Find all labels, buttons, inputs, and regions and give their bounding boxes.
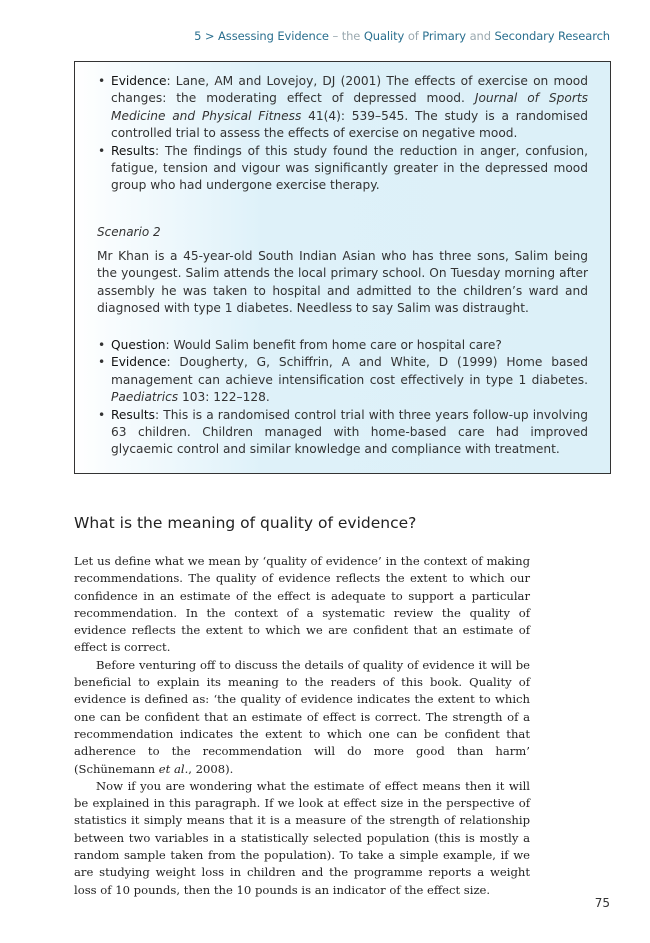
paragraph-2-text: Before venturing off to discuss the details of quality of evidence it will be beneficial to explain its meaning to the readers of this book. Quality of evidence is defined as: ‘the quality of evidence indicates the extent to which one can be confident that an estimate of effect is correct. The strength of a recommendation indicates the extent to which one can be confident that adherence to the recommendation will do more good than harm’ (Schünemann — [74, 657, 530, 776]
citation-etal: et al. — [158, 761, 189, 776]
chapter-number: 5 — [194, 29, 202, 43]
item-label: Question — [111, 338, 166, 352]
page-number: 75 — [594, 896, 610, 910]
section-heading: What is the meaning of quality of evidence? — [74, 514, 417, 532]
item-text: 41(4): 539–545. The study is a randomised controlled trial to assess the effects of exercise on negative mood. — [111, 108, 589, 141]
scenario2-text: Mr Khan is a 45-year-old South Indian Asian who has three sons, Salim being the youngest. Salim attends the local primary school. On Tuesday morning after assembly he was taken to hospital and admitted to the children’s ward and diagnosed with type 1 diabetes. Needless to say Salim was distraught. — [97, 249, 588, 316]
title-quality: Quality — [363, 29, 405, 43]
paragraph-1: Let us define what we mean by ‘quality of evidence’ in the context of making recommendations. The quality of evidence reflects the extent to which our confidence in an estimate of the effect is adequate to support a particular recommendation. In the context of a systematic review the quality of evidence reflects the extent to which we are confident that an estimate of effect is correct. — [74, 554, 530, 655]
item-label: Evidence — [111, 74, 167, 88]
title-of: of — [407, 29, 419, 43]
item-text: 103: 122–128. — [178, 390, 270, 405]
scenario2-list — [97, 337, 588, 459]
paragraph-2-end: , 2008). — [188, 761, 234, 776]
chapter-separator: > — [204, 29, 215, 43]
scenario1-list — [97, 73, 588, 195]
scenario-box — [74, 61, 611, 474]
item-text: : Lane, AM and Lovejoy, DJ (2001) The effects of exercise on mood changes: the moderating effect of depressed mood. — [111, 74, 588, 106]
item-text: : This is a randomised control trial with three years follow-up involving 63 children. Children managed with home-based care had improved glycaemic control and similar knowledge and compliance with treatment. — [111, 407, 588, 457]
scenario2-results-item — [97, 407, 588, 459]
item-label: Results — [111, 407, 156, 422]
journal-title: Journal of Sports Medicine and Physical Fitness — [111, 91, 588, 123]
item-label: Evidence — [111, 355, 167, 370]
running-head — [194, 29, 610, 43]
journal-title: Paediatrics — [111, 390, 179, 405]
title-primary: Primary — [422, 29, 467, 43]
title-the: the — [341, 29, 361, 43]
paragraph-3: Now if you are wondering what the estimate of effect means then it will be explained in this paragraph. If we look at effect size in the perspective of statistics it simply means that it is a measure of the strength of relationship between two variables in a statistically selected population (this is mostly a random sample taken from the population). To take a simple example, if we are studying weight loss in children and the programme reports a weight loss of 10 pounds, then the 10 pounds is an indicator of the effect size. — [74, 778, 530, 897]
scenario2-evidence-item — [97, 354, 588, 406]
body-text — [74, 553, 530, 899]
chapter-title: Assessing Evidence — [218, 29, 329, 43]
item-text: : Would Salim benefit from home care or hospital care? — [165, 338, 502, 352]
item-label: Results — [111, 143, 156, 158]
scenario1-evidence-item — [97, 73, 588, 143]
title-dash: – — [332, 29, 339, 43]
paragraph-2 — [74, 657, 530, 778]
item-text: : Dougherty, G, Schiffrin, A and White, D (1999) Home based management can achieve intensification cost effectively in type 1 diabetes. — [111, 355, 588, 387]
item-text: : The findings of this study found the reduction in anger, confusion, fatigue, tension and vigour was significantly greater in the depressed mood group who had undergone exercise therapy. — [111, 143, 588, 193]
scenario2-question-item — [97, 337, 588, 354]
scenario2-heading: Scenario 2 — [97, 225, 161, 239]
scenario1-results-item — [97, 143, 588, 195]
title-and: and — [469, 29, 491, 43]
title-secondary: Secondary Research — [494, 29, 610, 43]
